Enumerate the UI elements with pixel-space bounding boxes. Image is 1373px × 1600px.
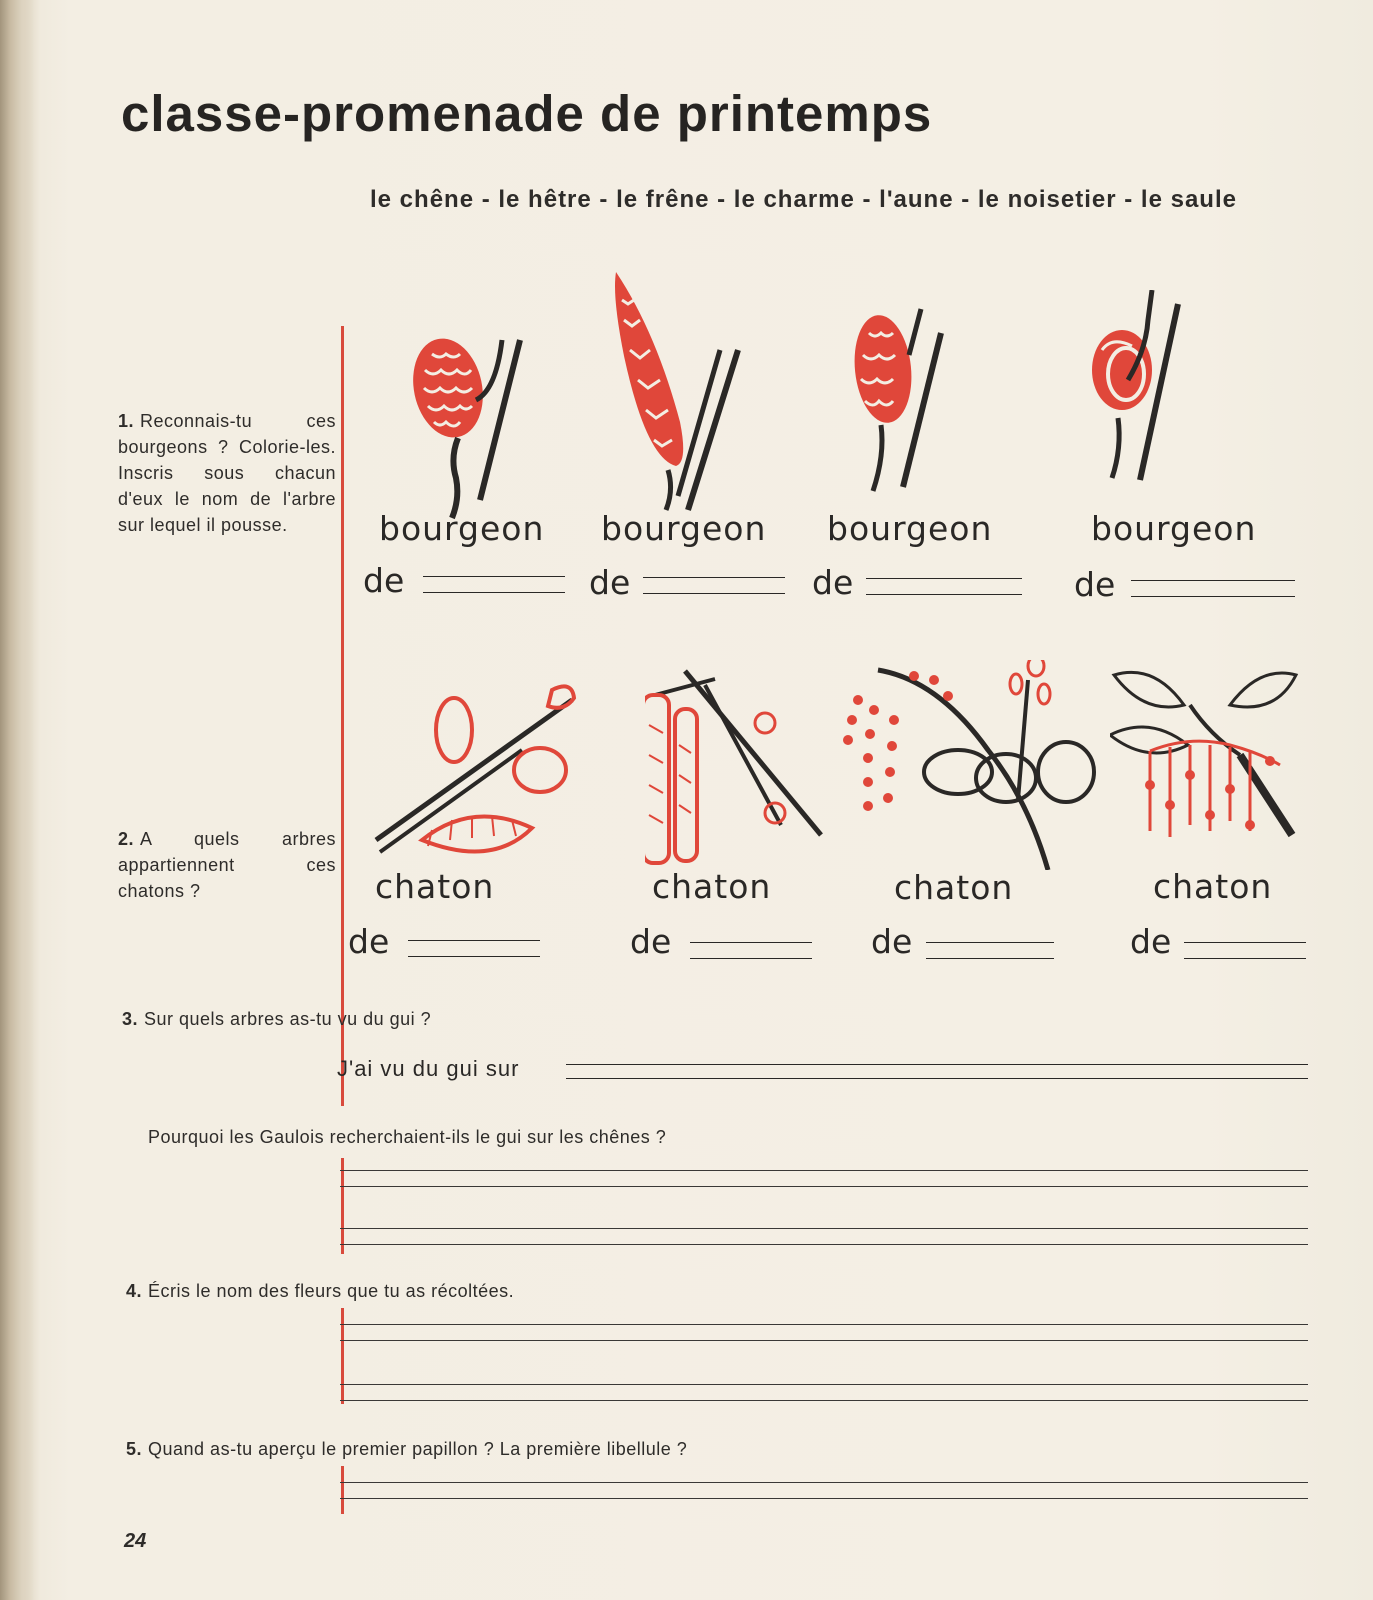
question-3 — [122, 1006, 431, 1032]
writing-line[interactable] — [340, 1498, 1308, 1499]
answer-blank[interactable] — [926, 942, 1054, 943]
writing-line[interactable] — [340, 1228, 1308, 1229]
de-label: de — [812, 563, 854, 602]
catkin-illustration-4 — [1110, 665, 1300, 865]
question-number: 4. — [126, 1281, 143, 1301]
question-text: Reconnais-tu ces bourgeons ? Colorie-les. Inscris sous chacun d'eux le nom de l'arbre sur lequel il pousse. — [118, 411, 336, 535]
page-binding-edge — [0, 0, 40, 1600]
tree-names-list: le chêne - le hêtre - le frêne - le charme - l'aune - le noisetier - le saule — [370, 186, 1237, 213]
red-margin-line — [341, 326, 344, 1106]
catkin-illustration-3 — [838, 660, 1108, 870]
bud-illustration-1 — [400, 330, 540, 520]
page-number: 24 — [124, 1530, 147, 1552]
de-label: de — [630, 922, 672, 961]
de-label: de — [589, 563, 631, 602]
question-text: A quels arbres appartiennent ces chatons ? — [118, 829, 336, 901]
catkin-label-1: chaton — [375, 867, 495, 906]
question-3-followup: Pourquoi les Gaulois recherchaient-ils le gui sur les chênes ? — [148, 1127, 667, 1147]
bud-label-4: bourgeon — [1091, 509, 1257, 548]
writing-line[interactable] — [340, 1324, 1308, 1325]
answer-blank[interactable] — [1184, 942, 1306, 943]
writing-line[interactable] — [340, 1244, 1308, 1245]
question-number: 3. — [122, 1009, 139, 1029]
bud-label-1: bourgeon — [379, 509, 545, 548]
answer-blank[interactable] — [1131, 596, 1295, 597]
catkin-label-3: chaton — [894, 868, 1014, 907]
mistletoe-answer-prompt: J'ai vu du gui sur — [337, 1056, 520, 1081]
page-title: classe-promenade de printemps — [121, 85, 933, 142]
de-label: de — [363, 561, 405, 600]
question-5 — [126, 1436, 687, 1462]
question-number: 1. — [118, 411, 135, 431]
bud-label-3: bourgeon — [827, 509, 993, 548]
de-label: de — [348, 922, 390, 961]
answer-blank[interactable] — [423, 592, 565, 593]
de-label: de — [1130, 922, 1172, 961]
answer-line[interactable] — [566, 1064, 1308, 1065]
question-text: Quand as-tu aperçu le premier papillon ? La première libellule ? — [148, 1439, 688, 1459]
answer-blank[interactable] — [423, 576, 565, 577]
answer-blank[interactable] — [926, 958, 1054, 959]
catkin-illustration-2 — [645, 665, 825, 875]
catkin-label-4: chaton — [1153, 867, 1273, 906]
answer-blank[interactable] — [866, 594, 1022, 595]
writing-line[interactable] — [340, 1400, 1308, 1401]
question-2 — [118, 826, 336, 904]
de-label: de — [871, 922, 913, 961]
bud-label-2: bourgeon — [601, 509, 767, 548]
answer-blank[interactable] — [408, 940, 540, 941]
writing-line[interactable] — [340, 1340, 1308, 1341]
answer-blank[interactable] — [1184, 958, 1306, 959]
answer-blank[interactable] — [866, 578, 1022, 579]
answer-blank[interactable] — [690, 942, 812, 943]
question-text: Sur quels arbres as-tu vu du gui ? — [144, 1009, 432, 1029]
answer-blank[interactable] — [1131, 580, 1295, 581]
de-label: de — [1074, 565, 1116, 604]
question-number: 5. — [126, 1439, 143, 1459]
answer-blank[interactable] — [690, 958, 812, 959]
writing-line[interactable] — [340, 1170, 1308, 1171]
writing-line[interactable] — [340, 1186, 1308, 1187]
writing-line[interactable] — [340, 1482, 1308, 1483]
question-text: Écris le nom des fleurs que tu as récoltées. — [148, 1281, 515, 1301]
red-margin-line — [341, 1158, 344, 1254]
red-margin-line — [341, 1308, 344, 1404]
red-margin-line — [341, 1466, 344, 1514]
writing-line[interactable] — [340, 1384, 1308, 1385]
question-number: 2. — [118, 829, 135, 849]
question-1 — [118, 408, 336, 538]
bud-illustration-2 — [608, 270, 758, 520]
catkin-illustration-1 — [372, 680, 592, 880]
answer-blank[interactable] — [408, 956, 540, 957]
bud-illustration-4 — [1090, 290, 1200, 490]
answer-blank[interactable] — [643, 593, 785, 594]
answer-line[interactable] — [566, 1078, 1308, 1079]
question-4 — [126, 1278, 514, 1304]
catkin-label-2: chaton — [652, 867, 772, 906]
bud-illustration-3 — [845, 305, 955, 495]
answer-blank[interactable] — [643, 577, 785, 578]
